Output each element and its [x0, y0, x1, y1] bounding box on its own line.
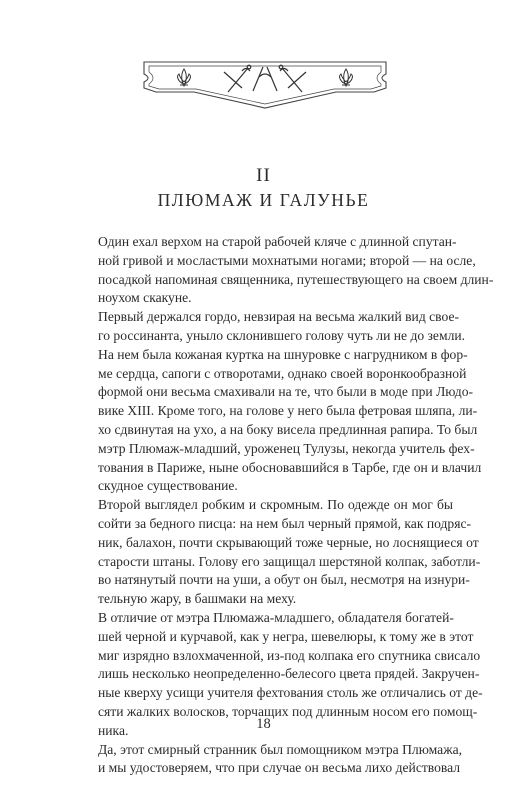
chapter-title: ПЛЮМАЖ И ГАЛУНЬЕ	[157, 190, 370, 210]
text-line: го россинанта, уныло склонившего голову чуть ли не до земли.	[98, 327, 466, 343]
text-line: ные кверху усищи учителя фехтования столь же отличались от де-	[98, 685, 483, 701]
text-line: миг изрядно взлохмаченной, из-под колпака его спутника свисало	[98, 647, 481, 663]
text-line: сяти жалких волосков, торчащих под длинным носом его помощ-	[98, 703, 478, 719]
chapter-number: II	[256, 165, 271, 186]
text-line: лишь несколько неопределенно-белесого цвета прядей. Закручен-	[98, 666, 480, 682]
chapter-ornament-icon	[140, 58, 390, 110]
text-line: вике XIII. Кроме того, на голове у него была фетровая шляпа, ли-	[98, 403, 478, 419]
text-line: и мы удостоверяем, что при случае он весьма лихо действовал	[98, 760, 461, 776]
paragraph	[72, 308, 482, 496]
text-line: хо сдвинутая на ухо, а на боку висела предлинная рапира. То был	[98, 421, 478, 437]
text-line: ноухом скакуне.	[98, 290, 192, 306]
text-line: старости штаны. Голову его защищал шерстяной колпак, заботли-	[98, 553, 481, 569]
paragraph	[72, 741, 463, 779]
text-line: В отличие от мэтра Плюмажа-младшего, обладателя богатей-	[98, 609, 454, 625]
text-line: ник, балахон, почти скрывающий тоже черные, но лоснящиеся от	[98, 534, 479, 550]
text-line: посадкой напоминая священника, путешествующего на своем длин-	[98, 271, 494, 287]
text-line: во натянутый почти на уши, а обут он был, несмотря на изнури-	[98, 572, 470, 588]
text-line: скудное существование.	[98, 478, 238, 494]
text-line: На нем была кожаная куртка на шнуровке с нагрудником в фор-	[98, 346, 468, 362]
paragraph	[72, 233, 494, 308]
text-line: Первый держался гордо, невзирая на весьма жалкий вид свое-	[98, 309, 460, 325]
text-line: формой они весьма смахивали на те, что были в моде при Людо-	[98, 384, 474, 400]
chapter-body-text	[72, 233, 494, 778]
text-line: тования в Париже, ныне обосновавшийся в Тарбе, где он и влачил	[98, 459, 482, 475]
text-line: тельную жару, в башмаки на меху.	[98, 591, 297, 607]
text-line: сойти за бедного писца: на нем был черный прямой, как подряс-	[98, 515, 472, 531]
paragraph	[72, 496, 481, 609]
text-line: Да, этот смирный странник был помощником мэтра Плюмажа,	[98, 741, 463, 757]
text-line: Второй выглядел робким и скромным. По одежде он мог бы	[98, 497, 453, 513]
text-line: ника.	[98, 722, 129, 738]
text-line: Один ехал верхом на старой рабочей кляче с длинной спутан-	[98, 234, 457, 249]
text-line: мэтр Плюмаж-младший, уроженец Тулузы, некогда учитель фех-	[98, 440, 475, 456]
text-line: ме сердца, сапоги с отворотами, однако своей воронкообразной	[98, 365, 467, 381]
text-line: шей черной и курчавой, как у негра, шевелюры, к тому же в этот	[98, 628, 474, 644]
text-line: ной гривой и мосластыми мохнатыми ногами; второй — на осле,	[98, 252, 476, 268]
page-number: 18	[256, 716, 271, 732]
